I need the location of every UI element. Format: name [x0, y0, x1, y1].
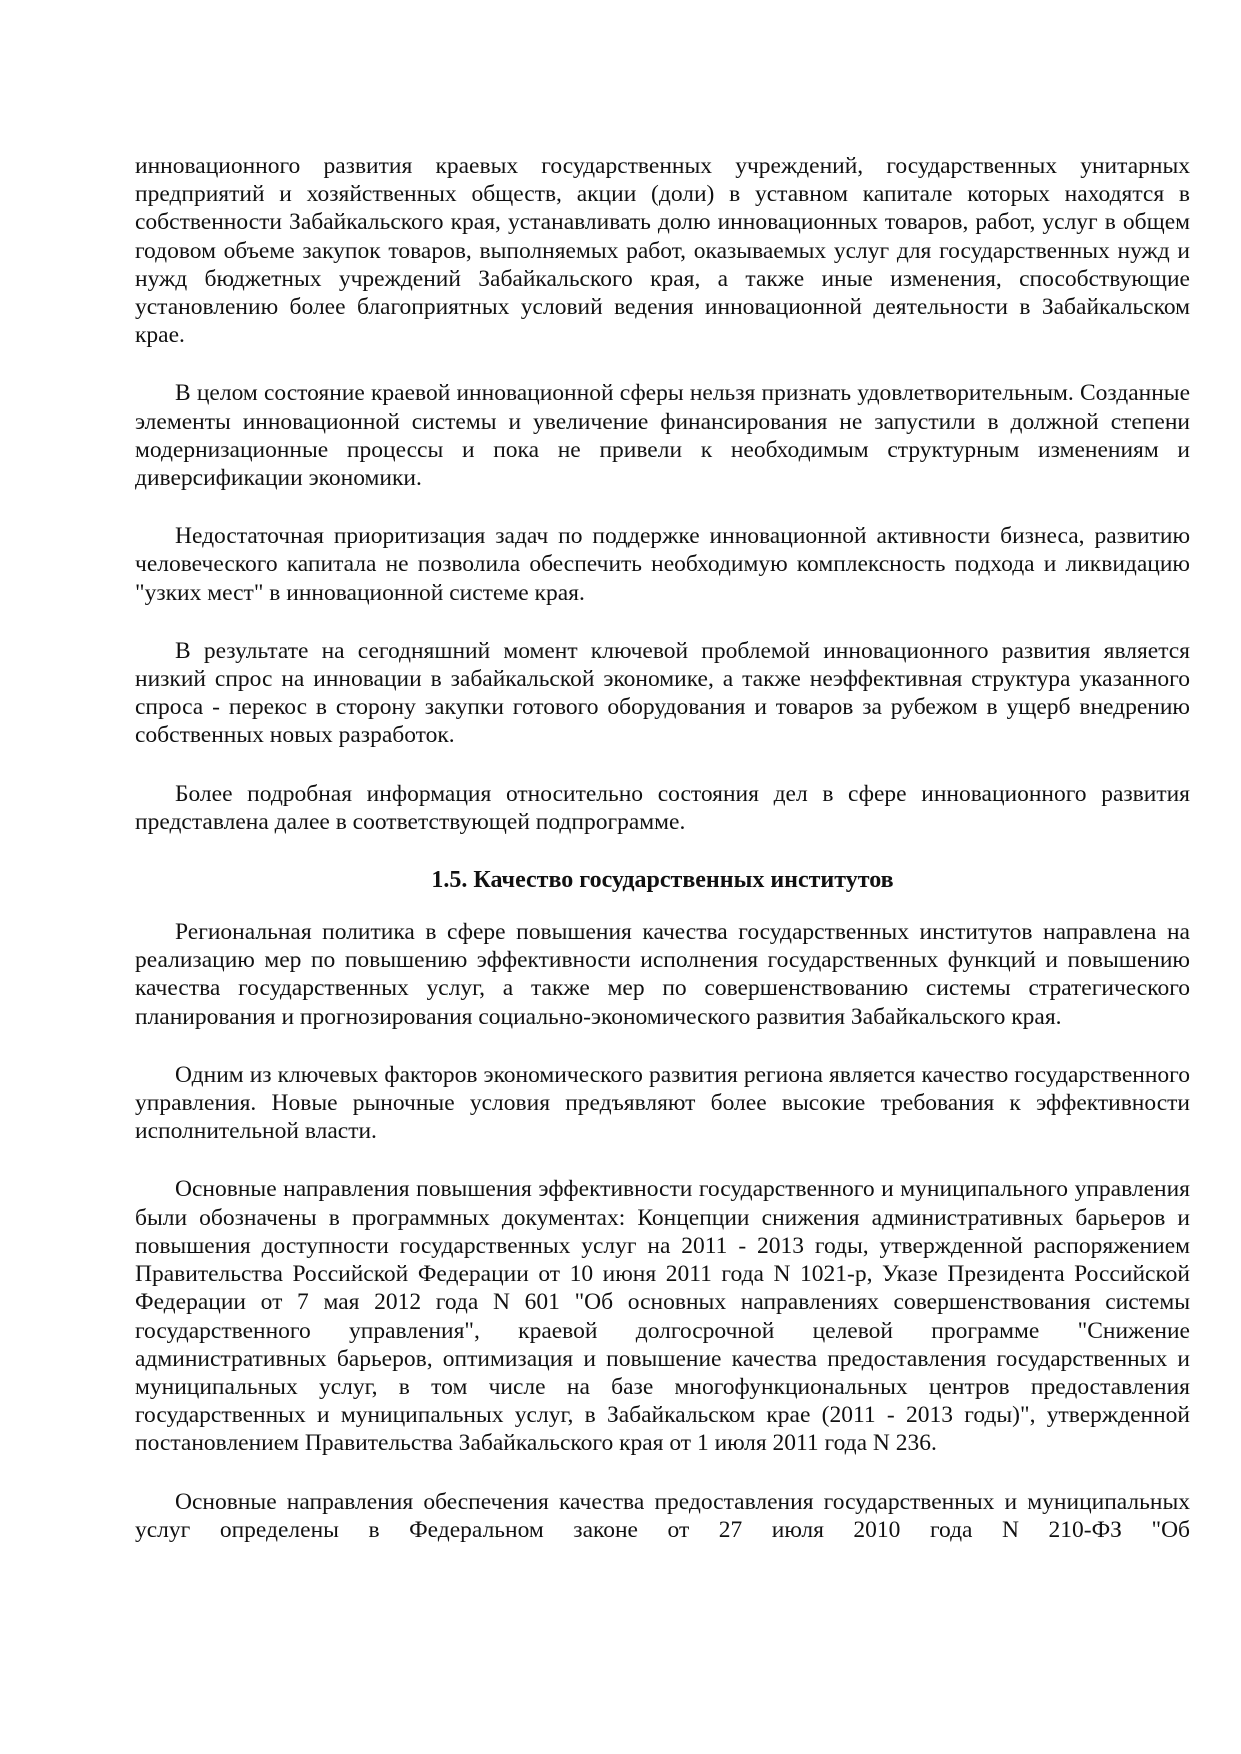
paragraph: Более подробная информация относительно состояния дел в сфере инновационного развития представлена далее в соответствующей подпрограмме.: [135, 780, 1190, 835]
paragraph: Одним из ключевых факторов экономического развития региона является качество государственного управления. Новые рыночные условия предъявляют более высокие требования к эффективности исполнительной власти.: [135, 1061, 1190, 1145]
paragraph: В результате на сегодняшний момент ключевой проблемой инновационного развития является низкий спрос на инновации в забайкальской экономике, а также неэффективная структура указанного спроса - перекос в сторону закупки готового оборудования и товаров за рубежом в ущерб внедрению собственных новых разработок.: [135, 637, 1190, 749]
paragraph: инновационного развития краевых государственных учреждений, государственных унитарных предприятий и хозяйственных обществ, акции (доли) в уставном капитале которых находятся в собственности Забайкальского края, устанавливать долю инновационных товаров, работ, услуг в общем годовом объеме закупок товаров, выполняемых работ, оказываемых услуг для государственных нужд и нужд бюджетных учреждений Забайкальского края, а также иные изменения, способствующие установлению более благоприятных условий ведения инновационной деятельности в Забайкальском крае.: [135, 153, 1190, 349]
paragraph: Основные направления повышения эффективности государственного и муниципального управления были обозначены в программных документах: Концепции снижения административных барьеров и повышения доступности государственных услуг на 2011 - 2013 годы, утвержденной распоряжением Правительства Российской Федерации от 10 июня 2011 года N 1021-р, Указе Президента Российской Федерации от 7 мая 2012 года N 601 "Об основных направлениях совершенствования системы государственного управления", краевой долгосрочной целевой программе "Снижение административных барьеров, оптимизация и повышение качества предоставления государственных и муниципальных услуг, в том числе на базе многофункциональных центров предоставления государственных и муниципальных услуг, в Забайкальском крае (2011 - 2013 годы)", утвержденной постановлением Правительства Забайкальского края от 1 июля 2011 года N 236.: [135, 1176, 1190, 1457]
paragraph: Основные направления обеспечения качества предоставления государственных и муниципальных услуг определены в Федеральном законе от 27 июля 2010 года N 210-ФЗ "Об: [135, 1488, 1190, 1543]
paragraph: Региональная политика в сфере повышения качества государственных институтов направлена на реализацию мер по повышению эффективности исполнения государственных функций и повышению качества государственных услуг, а также мер по совершенствованию системы стратегического планирования и прогнозирования социально-экономического развития Забайкальского края.: [135, 919, 1190, 1030]
paragraph: В целом состояние краевой инновационной сферы нельзя признать удовлетворительным. Созданные элементы инновационной системы и увеличение финансирования не запустили в должной степени модернизационные процессы и пока не привели к необходимым структурным изменениям и диверсификации экономики.: [135, 380, 1190, 492]
section-heading: 1.5. Качество государственных институтов: [431, 867, 894, 894]
paragraph: Недостаточная приоритизация задач по поддержке инновационной активности бизнеса, развитию человеческого капитала не позволила обеспечить необходимую комплексность подхода и ликвидацию "узких мест" в инновационной системе края.: [135, 523, 1190, 606]
document-page: [135, 152, 1190, 1574]
